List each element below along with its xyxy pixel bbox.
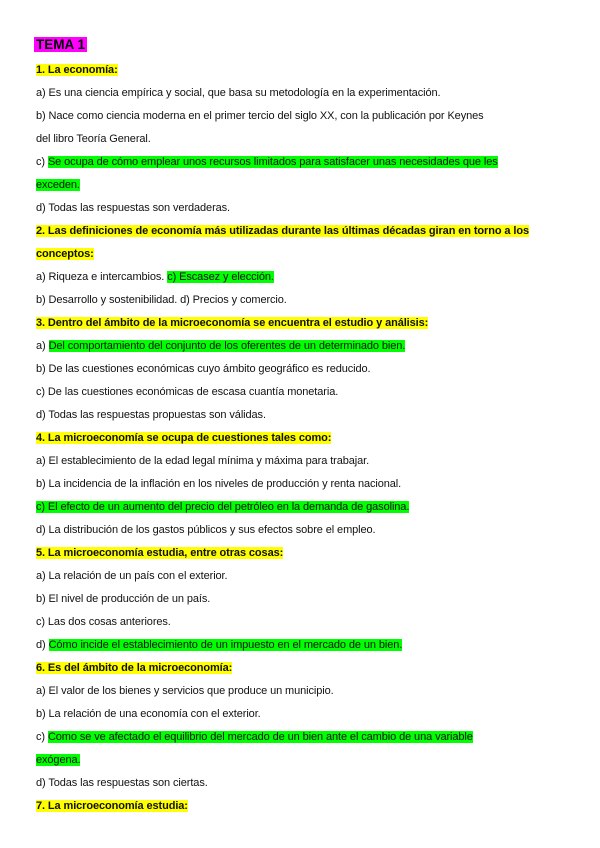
question-title: 5. La microeconomía estudia, entre otras cosas: bbox=[36, 547, 284, 559]
answer-option: b) De las cuestiones económicas cuyo ámbito geográfico es reducido. bbox=[36, 363, 371, 375]
correct-answer: c) El efecto de un aumento del precio del petróleo en la demanda de gasolina. bbox=[36, 501, 410, 513]
question-title: 4. La microeconomía se ocupa de cuestiones tales como: bbox=[36, 432, 332, 444]
answer-option: c) De las cuestiones económicas de escasa cuantía monetaria. bbox=[36, 386, 339, 398]
answer-option: b) Nace como ciencia moderna en el primer tercio del siglo XX, con la publicación por Keynes bbox=[36, 110, 484, 122]
answer-option: b) La incidencia de la inflación en los niveles de producción y renta nacional. bbox=[36, 478, 402, 490]
answer-option: del libro Teoría General. bbox=[36, 133, 151, 145]
answer-option: d) Todas las respuestas son ciertas. bbox=[36, 777, 208, 789]
answer-option: d) La distribución de los gastos públicos y sus efectos sobre el empleo. bbox=[36, 524, 376, 536]
question-title: 3. Dentro del ámbito de la microeconomía se encuentra el estudio y análisis: bbox=[36, 317, 429, 329]
answer-option: c) Las dos cosas anteriores. bbox=[36, 616, 171, 628]
correct-answer: d) Cómo incide el establecimiento de un impuesto en el mercado de un bien. bbox=[36, 639, 403, 651]
answer-option: a) La relación de un país con el exterior. bbox=[36, 570, 228, 582]
correct-answer-continued: exógena. bbox=[36, 754, 81, 766]
correct-answer: c) Se ocupa de cómo emplear unos recursos limitados para satisfacer unas necesidades que les bbox=[36, 156, 498, 168]
question-title: 6. Es del ámbito de la microeconomía: bbox=[36, 662, 233, 674]
answer-option: b) La relación de una economía con el exterior. bbox=[36, 708, 261, 720]
answer-option: b) El nivel de producción de un país. bbox=[36, 593, 211, 605]
answer-option: d) Todas las respuestas son verdaderas. bbox=[36, 202, 231, 214]
question-title-continued: conceptos: bbox=[36, 248, 94, 260]
answer-option: a) El valor de los bienes y servicios que produce un municipio. bbox=[36, 685, 334, 697]
section-title: TEMA 1 bbox=[36, 37, 86, 52]
answer-option: d) Todas las respuestas propuestas son válidas. bbox=[36, 409, 266, 421]
answer-option: a) Es una ciencia empírica y social, que basa su metodología en la experimentación. bbox=[36, 87, 441, 99]
correct-answer: a) Del comportamiento del conjunto de los oferentes de un determinado bien. bbox=[36, 340, 406, 352]
correct-answer: c) Escasez y elección. bbox=[167, 271, 274, 283]
answer-option: b) Desarrollo y sostenibilidad. d) Precios y comercio. bbox=[36, 294, 287, 306]
question-title: 2. Las definiciones de economía más utilizadas durante las últimas décadas giran en torno a los bbox=[36, 225, 529, 237]
correct-answer: c) Como se ve afectado el equilibrio del mercado de un bien ante el cambio de una variable bbox=[36, 731, 473, 743]
question-title: 1. La economía: bbox=[36, 64, 118, 76]
question-title: 7. La microeconomía estudia: bbox=[36, 800, 188, 812]
answer-option: a) El establecimiento de la edad legal mínima y máxima para trabajar. bbox=[36, 455, 370, 467]
correct-answer-continued: exceden. bbox=[36, 179, 80, 191]
answer-option: a) Riqueza e intercambios. c) Escasez y elección. bbox=[36, 271, 274, 283]
